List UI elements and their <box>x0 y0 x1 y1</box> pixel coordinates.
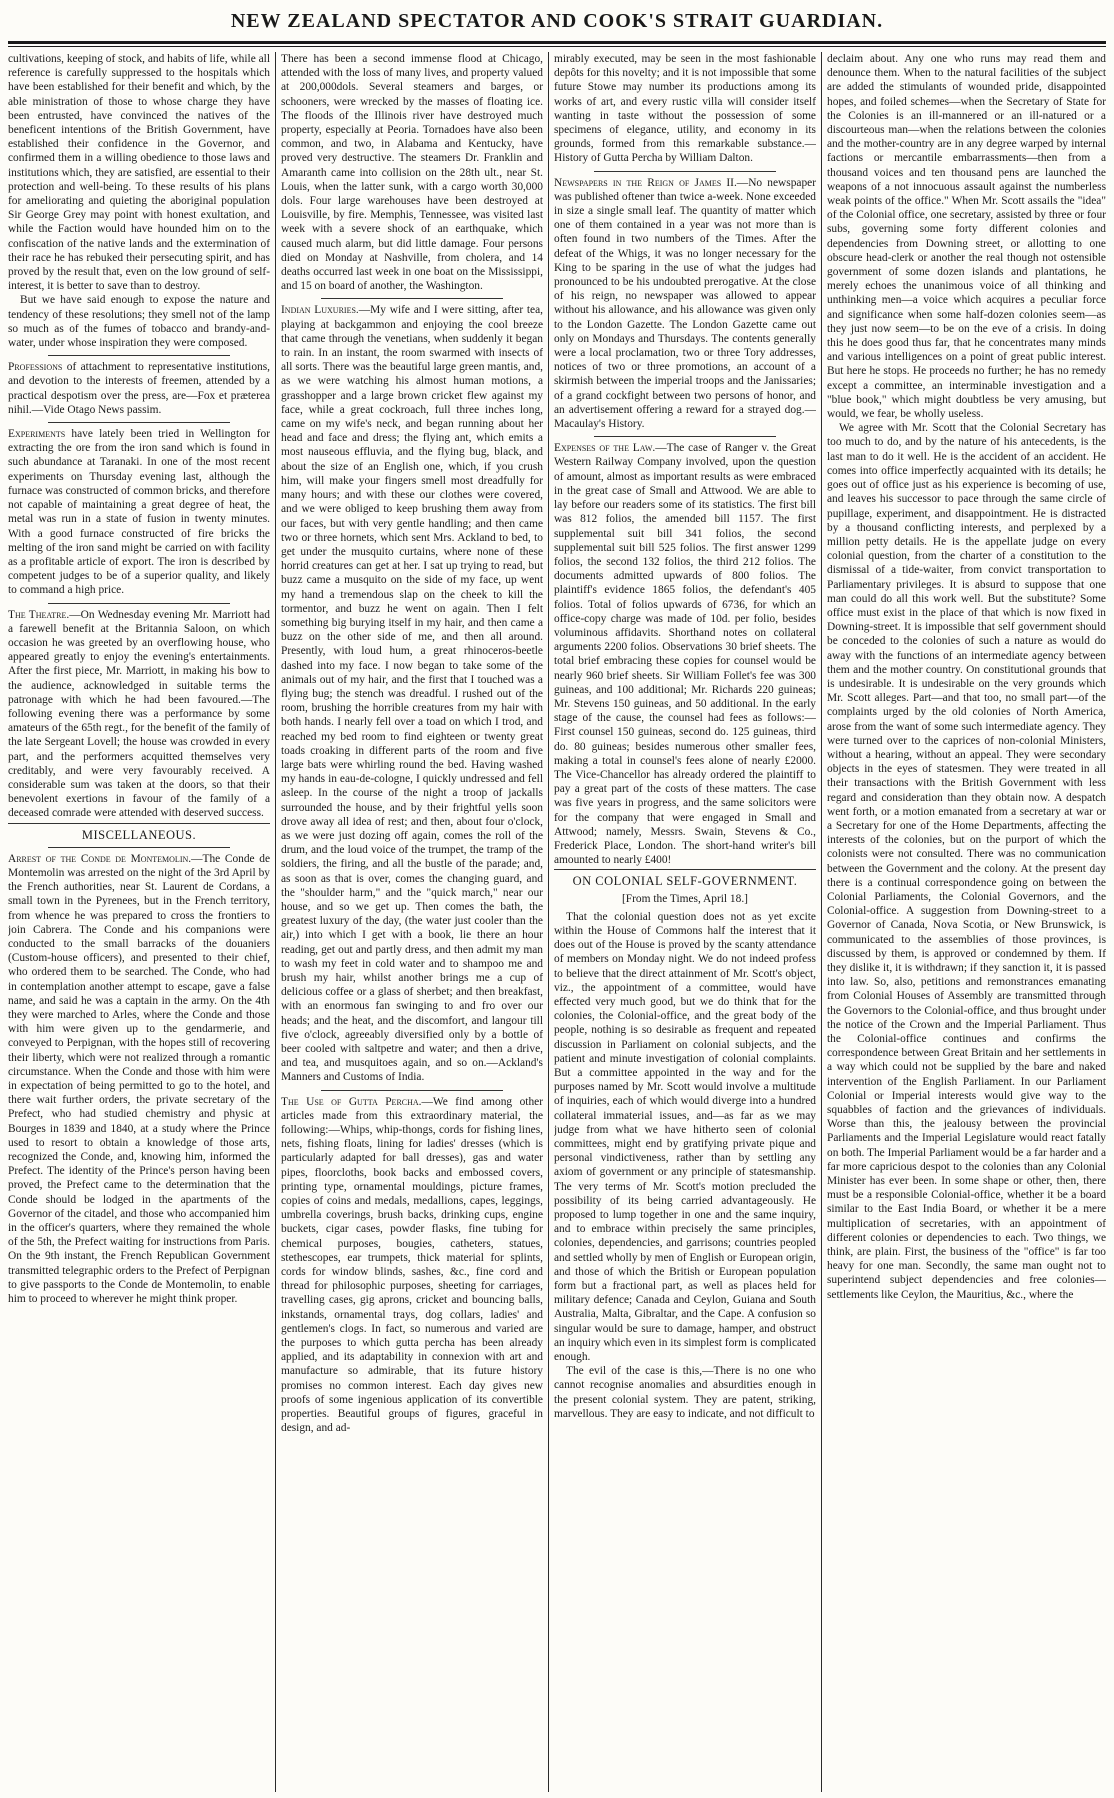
column-4 <box>827 52 1106 1792</box>
article-paragraph <box>554 176 816 432</box>
paragraph-text: mirably executed, may be seen in the most fashionable depôts for this novelty; and it is not impossible that some future Stowe may number its productions among its works of art, and every rustic villa will consider itself wanting in taste without the possession of some specimens of elegance, utility, and economy in its grounds, formed from this remarkable substance.—History of Gutta Percha by William Dalton. <box>554 53 816 165</box>
body-paragraph <box>554 910 816 1365</box>
column-rule <box>275 52 276 1792</box>
paragraph-divider <box>594 171 776 172</box>
paragraph-text: of attachment to representative institutions, and devotion to the interests of freemen, attended by a practical despotism over the press, are—Fox et præterea nihil.—Vide Otago News passim. <box>8 361 270 416</box>
paragraph-text: —My wife and I were sitting, after tea, playing at backgammon and enjoying the cool breeze that came through the venetians, when suddenly it began to rain. In an instant, the room swarmed with insects of all sorts. There was the beautiful large green mantis, and, as we were watching his almost human motions, a grasshopper and a large brown cricket flew against my face, while a great cockroach, full three inches long, came on my wife's neck, and began running about her head and face and dress; the flying ant, which emits a most nauseous effluvia, and the flying bug, black, and about the size of an English one, which, if you crush him, will make your fingers smell most dreadfully for many hours; and with these our clothes were covered, and we were obliged to keep brushing them away from our faces, but with very gentle handling; and then came two or three hornets, which sent Mrs. Ackland to bed, to get under the musquito curtains, where none of these horrid creatures can get at her. I sat up trying to read, but buzz came a musquito on the side of my face, up went my hand a tremendous slap on the cheek to kill the tormentor, and buzz he went on again. Then I felt something big burying itself in my hair, and then came a buzz on the other side of me, and then all around. Presently, with loud hum, a great rhinoceros-beetle dashed into my face. I now began to take some of the animals out of my hair, and the first that I touched was a flying bug; the stench was dreadful. I rushed out of the room, brushing the horrible creatures from my hair with both hands. I nearly fell over a toad on which I trod, and reached my bed room to find eighteen or twenty great toads croaking in different parts of the room and five large bats were whirling round the bed. Having washed my hands in eau-de-cologne, I quickly undressed and fell asleep. In the course of the night a troop of jackalls surrounded the house, and by their frightful yells soon drove away all idea of rest; and then, about four o'clock, as we were just dozing off again, comes the roll of the drum, and the loud voice of the trumpet, the tramp of the soldiers, the firing, and all the bustle of the parade; and, as soon as that is over, comes the changing guard, and the "shoulder harm," and the "quick march," near our house, and so we get up. Then comes the bath, the greatest luxury of the day, (the water just cooler than the air,) into which I get with a book, lie there an hour reading, get out and partly dress, and then admit my man to wash my feet in cold water and to shampoo me and brush my hair, whilst another brings me a cup of delicious coffee or a glass of sherbet; and then breakfast, with an enormous fan swinging to and fro over our heads; and the heat, and the discomfort, and langour till five o'clock, agreeably diversified only by a bottle of beer cooled with saltpetre and water; and then a drive, and tea, and musquitoes again, and so on.—Ackland's Manners and Customs of India. <box>281 304 543 1084</box>
body-paragraph <box>554 52 816 166</box>
paragraph-text: declaim about. Any one who runs may read them and denounce them. When to the natural facilities of the subject are added the stimulants of wounded pride, disappointed hopes, and foiled schemes—when the Secretary of State for the Colonies is an ill-mannered or an ill-natured or a discourteous man—when the relations between the colonies and the mother-country are in any degree warped by internal factions or mercantile embarrassments—then from a thousand voices and ten thousand pens are launched the weapons of a not innocuous assault against the numberless weak points of the office." When Mr. Scott assails the "idea" of the Colonial office, one secretary, assisted by three or four subs, governing some forty different colonies and dependencies from Downing street, or allotting to one obscure head-clerk or another the real though not ostensible government of some dozen islands and plantations, he merely echoes the unanimous voice of all thinking and unthinking men—a voice which acquires a peculiar force and significance when some half-dozen colonies seem—as they just now seem—to be on the eve of a crisis. In doing this he does good thus far, that he concentrates many minds and various intelligences on a point of great public interest. But here he stops. He proceeds no further; he has no remedy except a committee, an interminable investigation and a "blue book," which might doubtless be very amusing, but would, we fear, be wholly useless. <box>827 53 1106 421</box>
article-paragraph <box>281 303 543 1084</box>
article-lead: Arrest of the Conde de Montemolin. <box>8 852 192 865</box>
section-heading: ON COLONIAL SELF-GOVERNMENT. <box>554 869 816 888</box>
masthead-title: NEW ZEALAND SPECTATOR AND COOK'S STRAIT GUARDIAN. <box>230 10 884 32</box>
masthead-rule-thick <box>8 41 1106 44</box>
paragraph-text: We agree with Mr. Scott that the Colonial Secretary has too much to do, and by the nature of his antecedents, is the last man to do it well. He is the accident of an accident. He comes into office imperfectly acquainted with its details; he goes out of office just as his experience is becoming of use, and leaves his successor to pace through the same circle of pupillage, experiment, and disappointment. He is distracted by a thousand conflicting interests, and perplexed by a million petty details. He is the appellate judge on every colonial question, from the charter of a constitution to the dismissal of a tide-waiter, from convict transportation to Parliamentary privileges. It is absurd to suppose that one man could do all this work well. But the substitute? Some office must exist in the place of that which is now fixed in Downing-street. It is impossible that self government should be conceded to the colonies of such a nature as would do away with the functions of an intermediate agency between them and the mother country. On constitutional grounds that is undesirable. It is undesirable on the very grounds which Mr. Scott alleges. Part—and that too, no small part—of the complaints urged by the old colonies of North America, arose from the want of some such intermediate agency. They were turned over to the caprices of non-colonial Ministers, without a hearing, without an appeal. They were secondary objects in the eyes of statesmen. They were treated in all their transactions with the British Government with less regard and consideration than they obtain now. A despatch went forth, or a motion emanated from a secretary at war or a Secretary for one of the Home Departments, affecting the interests of the colonies, but on the purport of which the colonists were not consulted. There was no communication between the Government and the colony. At the present day there is a continual correspondence going on between the Colonial Parliaments, the Colonial Governors, and the Colonial-office. A suggestion from Downing-street to a Governor of Canada, Nova Scotia, or New Brunswick, is communicated to the assemblies of those provinces, is discussed by them, is approved or condemned by them. If they dislike it, it is withdrawn; if they sanction it, it is passed into law. So, also, petitions and remonstrances emanating from Colonial Houses of Assembly are transmitted through the Governors to the Colonial-office, and thus brought under the notice of the Crown and the Imperial Parliament. Thus the Colonial-office continues and confirms the correspondence between Great Britain and her settlements in a way which could not be supplied by the bare and naked intervention of the English Parliament. In our Parliament Colonial or Imperial interests would give way to the squabbles of faction and the grievances of individuals. Worse than this, the jealousy between the provincial Parliaments and the Imperial Legislature would react fatally on both. The Imperial Parliament would be a far harder and a far more capricious despot to the colonies than any Colonial Minister has ever been. In some shape or other, then, there must be a responsible Colonial-office, whether it be a board similar to the East India Board, or whether it be a mere multiplication of secretaries, with an appointment of different colonies or dependencies to each. Two things, we think, are plain. First, the business of the "office" is far too heavy for one man. Secondly, the same man ought not to superintend subject dependencies and free colonies—settlements like Ceylon, the Mauritius, &c., where the <box>827 422 1106 1301</box>
article-lead: Newspapers in the Reign of James II. <box>554 176 737 189</box>
paragraph-text: That the colonial question does not as yet excite within the House of Commons half the interest that it does out of the House is proved by the scanty attendance of members on Monday night. We do not indeed profess to believe that the direct attainment of Mr. Scott's object, viz., the appointment of a committee, would have effected very much good, but we do think that for the colonies, the Colonial-office, and the great body of the people, nothing is so desirable as frequent and repeated discussion in Parliament on colonial subjects, and the patient and minute investigation of colonial complaints. But a committee appointed in the way and for the purposes named by Mr. Scott would involve a multitude of inquiries, each of which would diverge into a hundred collateral immaterial issues, and—as far as we may judge from what we have hitherto seen of colonial committees, might end by gratifying private pique and personal vindictiveness, rather than by settling any axiom of government or any principle of statesmanship. The very terms of Mr. Scott's motion precluded the possibility of its being carried advantageously. He proposed to lump together in one and the same inquiry, and to embrace within precisely the same principles, colonies, dependencies, and garrisons; countries peopled and settled wholly by men of English or European origin, and those of which the British or European population form but a fractional part, as well as places held for military defence; Canada and Ceylon, Guiana and South Australia, Malta, Gibraltar, and the Cape. A confusion so singular would be sure to damage, hamper, and obstruct an inquiry which even in its simplest form is complicated enough. <box>554 910 816 1364</box>
body-paragraph <box>827 52 1106 421</box>
paragraph-text: —On Wednesday evening Mr. Marriott had a farewell benefit at the Britannia Saloon, on which occasion he was greeted by an overflowing house, who appeared greatly to enjoy the evening's entertainments. After the first piece, Mr. Marriott, in making his bow to the audience, acknowledged in suitable terms the patronage with which he had been favoured.—The following evening there was a performance by some amateurs of the 65th regt., for the benefit of the family of the late Sergeant Lovell; the house was crowded in every part, and the performers acquitted themselves very creditably, and were very favourably received. A considerable sum was taken at the doors, so that their benevolent exertions in favour of the family of a deceased comrade were attended with deserved success. <box>8 608 270 820</box>
article-lead: Expenses of the Law. <box>554 442 656 455</box>
paragraph-text: have lately been tried in Wellington for extracting the ore from the iron sand which is found in such abundance at Taranaki. In one of the most recent experiments on Thursday evening last, although the furnace was constructed of common bricks, and therefore not capable of maintaining a great degree of heat, the metal was run in a state of fusion in twenty minutes. With a good furnace constructed of fire bricks the melting of the iron sand might be carried on with facility as a profitable article of export. The iron is described by competent judges to be of a superior quality, and likely to command a high price. <box>8 428 270 597</box>
paragraph-text: —We find among other articles made from this extraordinary material, the following:—Whips, whip-thongs, cords for fishing lines, nets, fishing floats, lining for ladies' dresses (which is particularly adapted for ball dresses), gas and water pipes, floorcloths, book backs and embossed covers, printing type, ornamental mouldings, picture frames, copies of coins and medals, medallions, capes, leggings, umbrella coverings, brush backs, drinking cups, engine buckets, cigar cases, powder flasks, fine tubing for chemical purposes, bougies, catheters, statues, stethescopes, ear trumpets, thick material for splints, cords for window blinds, sashes, &c., fine cord and thread for philosophic purposes, sheeting for carriages, travelling cases, gig aprons, cricket and bouncing balls, inkstands, ornamental trays, dog collars, ladies' and gentlemen's clogs. In fact, so numerous and varied are the purposes to which gutta percha has been already applied, and its adaptability in connexion with art and manufacture so admirable, that its future history promises no common interest. Each day gives new proofs of some ingenious application of its convertible properties. Beautiful groups of figures, graceful in design, and ad- <box>281 1095 543 1435</box>
paragraph-text: But we have said enough to expose the nature and tendency of these resolutions; they smell not of the lamp so much as of the fumes of tobacco and brandy-and-water, under whose inspiration they were composed. <box>8 294 270 350</box>
paragraph-divider <box>594 436 776 437</box>
article-paragraph <box>8 427 270 597</box>
paragraph-text: There has been a second immense flood at Chicago, attended with the loss of many lives, and property valued at 200,000dols. Several steamers and barges, or schooners, were wrecked by the masses of floating ice. The floods of the Illinois river have destroyed much property, especially at Peoria. Tornadoes have also been common, and two, in Alabama and Kentucky, have proved very destructive. The steamers Dr. Franklin and Amaranth came into collision on the 28th ult., near St. Louis, when the latter sunk, with a cargo worth 30,000 dols. Four large warehouses have been destroyed at Louisville, by fire. Memphis, Tennessee, was visited last week with a severe shock of an earthquake, which caused much alarm, but did little damage. Four persons died on Monday at Nashville, from cholera, and 14 deaths occurred last week in one boat on the Mississippi, and 15 on board of another, the Washington. <box>281 53 543 293</box>
article-paragraph <box>8 608 270 821</box>
paragraph-divider <box>321 298 503 299</box>
article-lead: Indian Luxuries. <box>281 304 359 317</box>
paragraph-divider <box>48 355 230 356</box>
body-paragraph <box>8 293 270 350</box>
column-rule <box>821 52 822 1792</box>
body-paragraph <box>827 421 1106 1302</box>
masthead-rule-thin <box>8 46 1106 47</box>
source-note: [From the Times, April 18.] <box>622 892 748 905</box>
article-paragraph <box>8 852 270 1307</box>
paragraph-text: —No newspaper was published oftener than twice a-week. None exceeded in size a single small leaf. The quantity of matter which one of them contained in a year was not more than is often found in two numbers of the Times. After the defeat of the Whigs, it was no longer necessary for the King to be sparing in the use of what the judges had pronounced to be his undoubted prerogative. At the close of his reign, no newspaper was allowed to appear without his allowance, and his allowance was given only to the London Gazette. The London Gazette came out only on Mondays and Thursdays. The contents generally were a local proclamation, two or three Tory addresses, notices of two or three promotions, an account of a skirmish between the imperial troops and the Janissaries; of a grand cockfight between two persons of honor, and an advertisement offering a reward for a strayed dog.—Macaulay's History. <box>554 176 816 431</box>
paragraph-text: The evil of the case is this,—There is no one who cannot recognise anomalies and absurdities enough in the present colonial system. They are patent, striking, marvellous. They are easy to indicate, and not difficult to <box>554 1365 816 1420</box>
section-heading: MISCELLANEOUS. <box>8 823 270 842</box>
article-lead: Professions <box>8 361 63 374</box>
column-rule <box>548 52 549 1792</box>
article-lead: Experiments <box>8 428 66 441</box>
paragraph-divider <box>48 847 230 848</box>
article-lead: The Theatre. <box>8 608 70 621</box>
paragraph-divider <box>321 1090 503 1091</box>
paragraph-text: cultivations, keeping of stock, and habits of life, while all reference is carefully suppressed to the hospitals which have been established for their benefit and which, by the able ministration of those to whose charge they have been entrusted, have convinced the natives of the beneficent intentions of the British Government, have established their confidence in the Governor, and confirmed them in a willing obedience to those laws and institutions which, they are satisfied, are essential to their protection and well-being. To these results of his plans for ameliorating and quieting the aboriginal population Sir George Grey may point with honest exultation, and while the Faction would have hounded him on to the confiscation of the native lands and the extermination of their race he has rebuked their persecuting spirit, and has proved by the result that, even on the low ground of self-interest, it is better to save than to destroy. <box>8 53 270 293</box>
paragraph-divider <box>48 603 230 604</box>
column-1 <box>8 52 270 1792</box>
article-paragraph <box>8 360 270 417</box>
article-lead: The Use of Gutta Percha. <box>281 1095 422 1108</box>
paragraph-text: —The Conde de Montemolin was arrested on the night of the 3rd April by the French authorities, near St. Laurent de Cordans, a small town in the Pyrenees, but in the French territory, from whence he was prepared to cross the frontiers to join Cabrera. The Conde and his companions were conducted to the small barracks of the douaniers (Custom-house officers), and presented to their chief, who ordered them to be searched. The Conde, who had in contemplation another attempt to escape, gave a false name, and said he was a captain in the army. On the 4th they were marched to Arles, where the Conde and those with him were given up to the gendarmerie, and conveyed to Perpignan, with the hopes still of recovering their liberty, which were not realized through a romantic circumstance. When the Conde and those with him were in expectation of being permitted to go to the hotel, and there wait further orders, the private secretary of the Prefect, who had studied chemistry and physic at Bourges in 1839 and 1840, at a study where the Prince used to resort to obtain a knowledge of those arts, recognized the Conde, and, knowing him, informed the Prefect. The identity of the Prince's person having been proved, the Prefect came to the determination that the Conde should be lodged in the apartments of the Governor of the citadel, and those who accompanied him in the officer's quarters, where they remained the whole of the 5th, the Prefect waiting for instructions from Paris. On the 9th instant, the French Republican Government transmitted telegraphic orders to the Prefect of Perpignan to give passports to the Conde de Montemolin, to enable him to proceed to wherever he might think proper. <box>8 852 270 1306</box>
article-paragraph <box>554 441 816 867</box>
paragraph-text: —The case of Ranger v. the Great Western Railway Company involved, upon the question of amount, almost as important results as were embraced in the great case of Small and Attwood. We are able to lay before our readers some of its statistics. The first bill was 812 folios, the amended bill 1157. The first supplemental suit bill 341 folios, the second supplemental suit bill 525 folios. The first answer 1299 folios, the second 132 folios, the third 212 folios. The documents admitted upwards of 800 folios. The plaintiff's evidence 1865 folios, the defendant's 405 folios. Total of folios upwards of 6736, for which an office-copy charge was made of 10d. per folio, besides voluminous affidavits. Shorthand notes on collateral arguments 2200 folios. Observations 30 brief sheets. The total brief embracing these copies for counsel would be nearly 960 brief sheets. Sir William Follet's fee was 300 guineas, and 100 additional; Mr. Richards 220 guineas; Mr. Stevens 150 guineas, and 50 additional. In the early stage of the cause, the counsel had fees as follows:—First counsel 150 guineas, second do. 125 guineas, third do. 80 guineas; besides numerous other smaller fees, making a total in counsel's fees alone of nearly £2000. The Vice-Chancellor has already ordered the plaintiff to pay a great part of the costs of these matters. The case was five years in progress, and the same solicitors were for the company that were engaged in Small and Attwood; namely, Messrs. Swain, Stevens & Co., Frederick Place, London. The short-hand writer's bill amounted to nearly £400! <box>554 442 816 867</box>
body-paragraph <box>8 52 270 293</box>
article-paragraph <box>281 1095 543 1436</box>
paragraph-divider <box>48 422 230 423</box>
column-3 <box>554 52 816 1792</box>
column-2 <box>281 52 543 1792</box>
body-paragraph <box>554 1364 816 1421</box>
body-paragraph <box>281 52 543 293</box>
